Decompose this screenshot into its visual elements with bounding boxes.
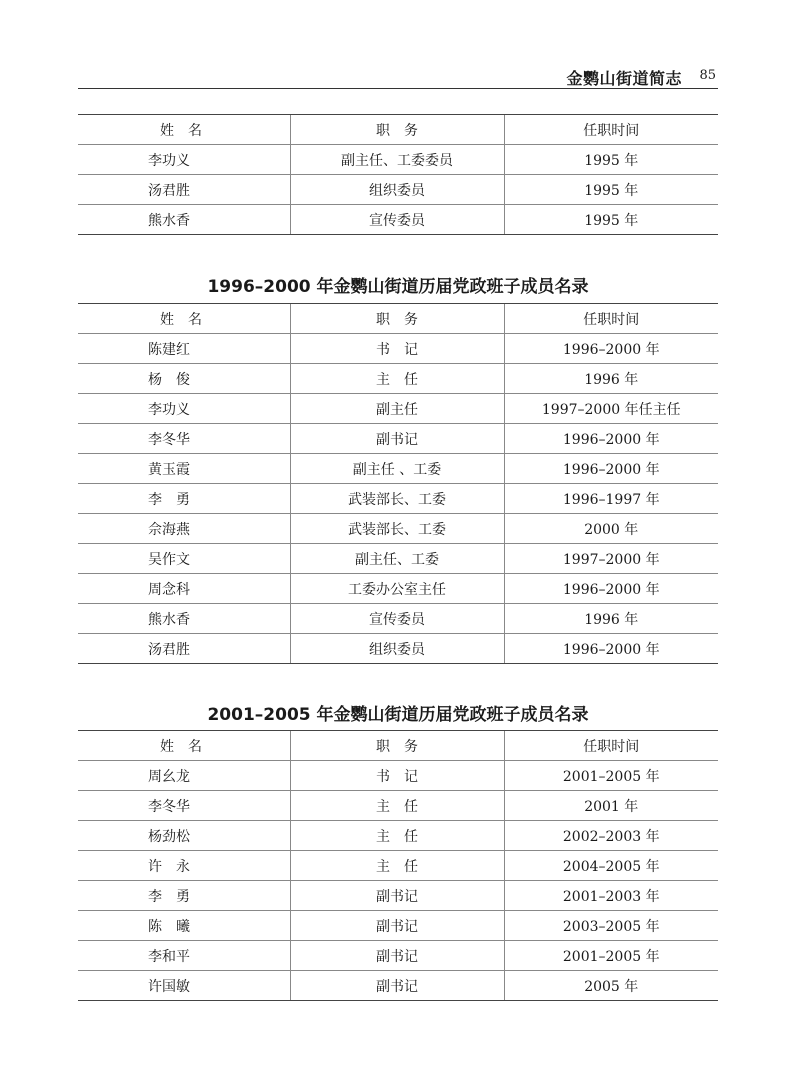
table-row <box>78 484 718 514</box>
col-header-term: 任职时间 <box>504 115 718 145</box>
member-term: 1997–2000 年任主任 <box>504 394 718 424</box>
member-name: 黄玉霞 <box>78 454 290 484</box>
table-header-row <box>78 731 718 761</box>
member-name: 李功义 <box>78 145 290 175</box>
roster-table-1995 <box>78 114 718 235</box>
member-position: 组织委员 <box>290 634 504 664</box>
member-term: 2001 年 <box>504 791 718 821</box>
member-position: 副书记 <box>290 881 504 911</box>
member-term: 1995 年 <box>504 175 718 205</box>
table-row <box>78 634 718 664</box>
table-row <box>78 394 718 424</box>
table-row <box>78 454 718 484</box>
roster-table-1996-2000 <box>78 303 718 664</box>
member-name: 周幺龙 <box>78 761 290 791</box>
member-term: 2002–2003 年 <box>504 821 718 851</box>
member-position: 书 记 <box>290 334 504 364</box>
section-title-1996-2000: 1996–2000 年金鹦山街道历届党政班子成员名录 <box>207 277 589 297</box>
section-title-2001-2005: 2001–2005 年金鹦山街道历届党政班子成员名录 <box>207 705 589 725</box>
table-header-row <box>78 304 718 334</box>
member-name: 李冬华 <box>78 791 290 821</box>
member-position: 工委办公室主任 <box>290 574 504 604</box>
member-term: 1996 年 <box>504 604 718 634</box>
member-term: 1996–2000 年 <box>504 334 718 364</box>
table-row <box>78 971 718 1001</box>
member-position: 主 任 <box>290 821 504 851</box>
member-position: 副主任 、工委 <box>290 454 504 484</box>
member-position: 书 记 <box>290 761 504 791</box>
table-row <box>78 205 718 235</box>
member-position: 武装部长、工委 <box>290 484 504 514</box>
member-name: 汤君胜 <box>78 175 290 205</box>
col-header-term: 任职时间 <box>504 304 718 334</box>
member-position: 副书记 <box>290 424 504 454</box>
member-name: 佘海燕 <box>78 514 290 544</box>
table-row <box>78 761 718 791</box>
table-row <box>78 145 718 175</box>
table-row <box>78 941 718 971</box>
table-row <box>78 544 718 574</box>
table-row <box>78 604 718 634</box>
member-term: 2001–2005 年 <box>504 941 718 971</box>
running-header <box>78 62 718 89</box>
member-term: 1997–2000 年 <box>504 544 718 574</box>
table-row <box>78 911 718 941</box>
member-name: 陈 曦 <box>78 911 290 941</box>
member-position: 副书记 <box>290 971 504 1001</box>
col-header-term: 任职时间 <box>504 731 718 761</box>
member-position: 武装部长、工委 <box>290 514 504 544</box>
member-name: 李冬华 <box>78 424 290 454</box>
col-header-position: 职 务 <box>290 115 504 145</box>
member-name: 熊水香 <box>78 604 290 634</box>
page-number: 85 <box>699 68 716 83</box>
member-name: 吴作文 <box>78 544 290 574</box>
member-position: 副主任 <box>290 394 504 424</box>
member-term: 2000 年 <box>504 514 718 544</box>
member-term: 2001–2005 年 <box>504 761 718 791</box>
member-name: 李 勇 <box>78 484 290 514</box>
book-title: 金鹦山街道简志 <box>566 69 682 88</box>
member-term: 2004–2005 年 <box>504 851 718 881</box>
member-term: 1996–2000 年 <box>504 574 718 604</box>
table-row <box>78 574 718 604</box>
member-term: 2003–2005 年 <box>504 911 718 941</box>
col-header-name: 姓 名 <box>78 731 290 761</box>
member-term: 1996–2000 年 <box>504 454 718 484</box>
member-term: 2001–2003 年 <box>504 881 718 911</box>
member-position: 副主任、工委 <box>290 544 504 574</box>
member-name: 李功义 <box>78 394 290 424</box>
member-position: 副书记 <box>290 911 504 941</box>
col-header-name: 姓 名 <box>78 115 290 145</box>
member-name: 李 勇 <box>78 881 290 911</box>
member-name: 许国敏 <box>78 971 290 1001</box>
member-position: 宣传委员 <box>290 604 504 634</box>
member-position: 副主任、工委委员 <box>290 145 504 175</box>
member-term: 1996–2000 年 <box>504 424 718 454</box>
member-term: 1996–2000 年 <box>504 634 718 664</box>
member-name: 周念科 <box>78 574 290 604</box>
table-row <box>78 881 718 911</box>
member-position: 主 任 <box>290 791 504 821</box>
member-name: 许 永 <box>78 851 290 881</box>
member-name: 熊水香 <box>78 205 290 235</box>
table-row <box>78 514 718 544</box>
member-term: 1996 年 <box>504 364 718 394</box>
table-row <box>78 364 718 394</box>
member-position: 主 任 <box>290 851 504 881</box>
table-row <box>78 334 718 364</box>
table-row <box>78 851 718 881</box>
member-name: 杨劲松 <box>78 821 290 851</box>
member-position: 主 任 <box>290 364 504 394</box>
member-name: 汤君胜 <box>78 634 290 664</box>
member-term: 1995 年 <box>504 145 718 175</box>
member-position: 组织委员 <box>290 175 504 205</box>
member-term: 1995 年 <box>504 205 718 235</box>
member-name: 李和平 <box>78 941 290 971</box>
roster-table-2001-2005 <box>78 730 718 1001</box>
member-position: 宣传委员 <box>290 205 504 235</box>
col-header-position: 职 务 <box>290 304 504 334</box>
col-header-name: 姓 名 <box>78 304 290 334</box>
table-row <box>78 175 718 205</box>
member-position: 副书记 <box>290 941 504 971</box>
member-name: 杨 俊 <box>78 364 290 394</box>
col-header-position: 职 务 <box>290 731 504 761</box>
member-name: 陈建红 <box>78 334 290 364</box>
table-row <box>78 424 718 454</box>
table-row <box>78 821 718 851</box>
table-row <box>78 791 718 821</box>
member-term: 2005 年 <box>504 971 718 1001</box>
table-header-row <box>78 115 718 145</box>
member-term: 1996–1997 年 <box>504 484 718 514</box>
